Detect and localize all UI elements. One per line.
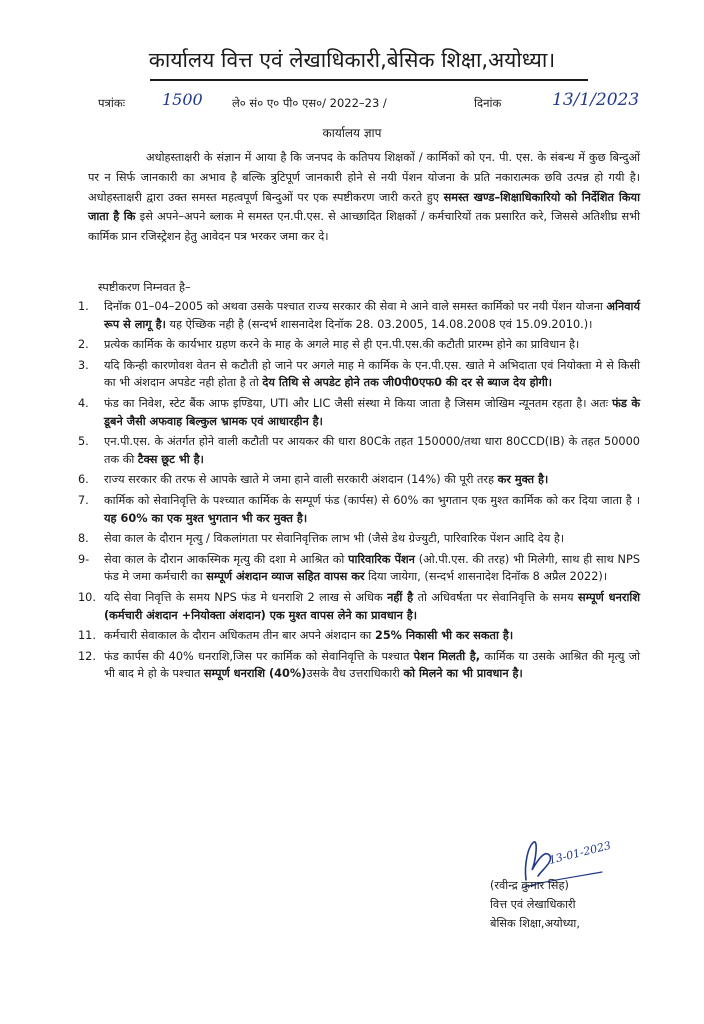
list-item: 9- सेवा काल के दौरान आकस्मिक मृत्यु की दशा मे आश्रित को पारिवारिक पेंशन (ओ.पी.एस. की तरह) भी मिलेगी, साथ ही साथ NPS फंड मे जमा कर्मचारी का सम्पूर्ण अंशदान व्याज सहित वापस कर दिया जायेगा, (सन्दर्भ शासनादेश दिनॉक 8 अप्रैल 2022)।: [78, 552, 640, 584]
list-item: 12. फंड कार्पस की 40% धनराशि,जिस पर कार्मिक को सेवानिवृत्ति के पश्चात पेशन मिलती है, कार्मिक या उसके आश्रित की मृत्यु जो भी बाद मे हो के पश्चात सम्पूर्ण धनराशि (40%)उसके वैध उत्तराधिकारी को मिलने का भी प्रावधान है।: [78, 649, 641, 681]
list-item: 8. सेवा काल के दौरान मृत्यु / विकलांगता पर सेवानिवृत्तिक लाभ भी (जैसे डेथ ग्रेज्युटी, पारिवारिक पेंशन आदि देय है।: [78, 532, 565, 546]
list-item: 3. यदि किन्ही कारणोवश वेतन से कटौती हो जाने पर अगले माह मे कार्मिक के एन.पी.एस. खाते मे अभिदाता एवं नियोक्ता मे से किसी का भी अंशदान अपडेट नही होता है तो देय तिथि से अपडेट होने तक जी0पी0एफ0 की दर से ब्याज देय होगी।: [78, 358, 640, 390]
list-item: 4. फंड का निवेश, स्टेट बैंक आफ इण्डिया, UTI और LIC जैसी संस्था मे किया जाता है जिसम जोखिम न्यूनतम रहता है। अतः फंड के डूबने जैसी अफवाह बिल्कुल भ्रामक एवं आधारहीन है।: [78, 396, 640, 428]
list-item: 1. दिनॉक 01–04–2005 को अथवा उसके पश्चात राज्य सरकार की सेवा मे आने वाले समस्त कार्मिको पर नयी पेंशन योजना अनिवार्य रूप से लागू है। यह ऐच्छिक नही है (सन्दर्भ शासनादेश दिनॉक 28. 03.2005, 14.08.2008 एवं 15.09.2010.)।: [78, 300, 640, 331]
signatory-office: बेसिक शिक्षा,अयोध्या,: [490, 917, 580, 930]
date-handwritten: 13/1/2023: [552, 90, 640, 110]
patrank-handwritten: 1500: [162, 90, 203, 109]
intro-text-a: अधोहस्ताक्षरी के संज्ञान में आया है कि जनपद के कतिपय शिक्षकों / कार्मिकों को एन. पी. एस. के संबन्ध में कुछ बिन्दुओं पर न सिर्फ जानकारी का अभाव है बल्कि त्रुटिपूर्ण जानकारी होने से नयी पेंशन योजना के प्रति नकारात्मक छवि उत्पन्न हो गयी है। अधोहस्ताक्षरी द्वारा उक्त समस्त महत्वपूर्ण बिन्दुओं पर एक स्पष्टीकरण जारी करते हुए: [88, 151, 640, 204]
list-item: 6. राज्य सरकार की तरफ से आपके खाते मे जमा हाने वाली सरकारी अंशदान (14%) की पूरी तरह कर मुक्त है।: [78, 473, 549, 487]
list-item: 7. कार्मिक को सेवानिवृत्ति के पश्च्यात कार्मिक के सम्पूर्ण फंड (कार्पस) से 60% का भुगतान एक मुश्त कार्मिक को कर दिया जाता है । यह 60% का एक मुश्त भुगतान भी कर मुक्त है।: [78, 493, 640, 525]
patrank-label: पत्रांकः: [98, 96, 126, 110]
intro-text-b: इसे अपने–अपने ब्लाक मे समस्त एन.पी.एस. से आच्छादित शिक्षकों / कर्मचारियों तक प्रसारित करे, जिससे अतिशीघ्र सभी कार्मिक प्रान रजिस्ट्रेशन हेतु आवेदन पत्र भरकर जमा कर दे।: [88, 210, 641, 244]
clarification-lead: स्पष्टीकरण निम्नवत है–: [98, 281, 191, 294]
list-item: 10. यदि सेवा निवृत्ति के समय NPS फंड मे धनराशि 2 लाख से अधिक नहीं है तो अधिवर्षता पर सेवानिवृत्ति के समय सम्पूर्ण धनराशि (कर्मचारी अंशदान +नियोक्ता अंशदान) एक मुश्त वापस लेने का प्रावधान है।: [78, 590, 641, 622]
dinank-label: दिनांक: [474, 96, 502, 110]
intro-paragraph: [88, 148, 640, 247]
title-underline: [150, 79, 588, 81]
signatory-designation: वित्त एवं लेखाधिकारी: [490, 898, 576, 911]
reference-number: ले० सं० ए० पी० एस०/ 2022–23 /: [232, 96, 387, 110]
list-item: 5. एन.पी.एस. के अंतर्गत होने वाली कटौती पर आयकर की धारा 80Cके तहत 150000/तथा धारा 80CCD(IB) के तहत 50000 तक की टैक्स छूट भी है।: [78, 435, 640, 466]
list-item: 2. प्रत्येक कार्मिक के कार्यभार ग्रहण करने के माह के अगले माह से ही एन.पी.एस.की कटौती प्रारम्भ होने का प्राविधान है।: [78, 338, 580, 352]
signature-block: [490, 876, 580, 933]
list-item: 11. कर्मचारी सेवाकाल के दौरान अधिकतम तीन बार अपने अंशदान का 25% निकासी भी कर सकता है।: [78, 629, 514, 643]
office-title: कार्यालय वित्त एवं लेखाधिकारी,बेसिक शिक्षा,अयोध्या।: [148, 48, 556, 72]
signature-date: 13-01-2023: [547, 838, 613, 867]
signatory-name: (रवीन्द्र कुमार सिह): [490, 879, 569, 892]
intro-text-bold: समस्त खण्ड–शिक्षाधिकारियो को निर्देशित किया जाता है कि: [88, 190, 640, 224]
memo-subject: कार्यालय ज्ञाप: [322, 126, 382, 140]
clarification-points: [78, 298, 641, 686]
